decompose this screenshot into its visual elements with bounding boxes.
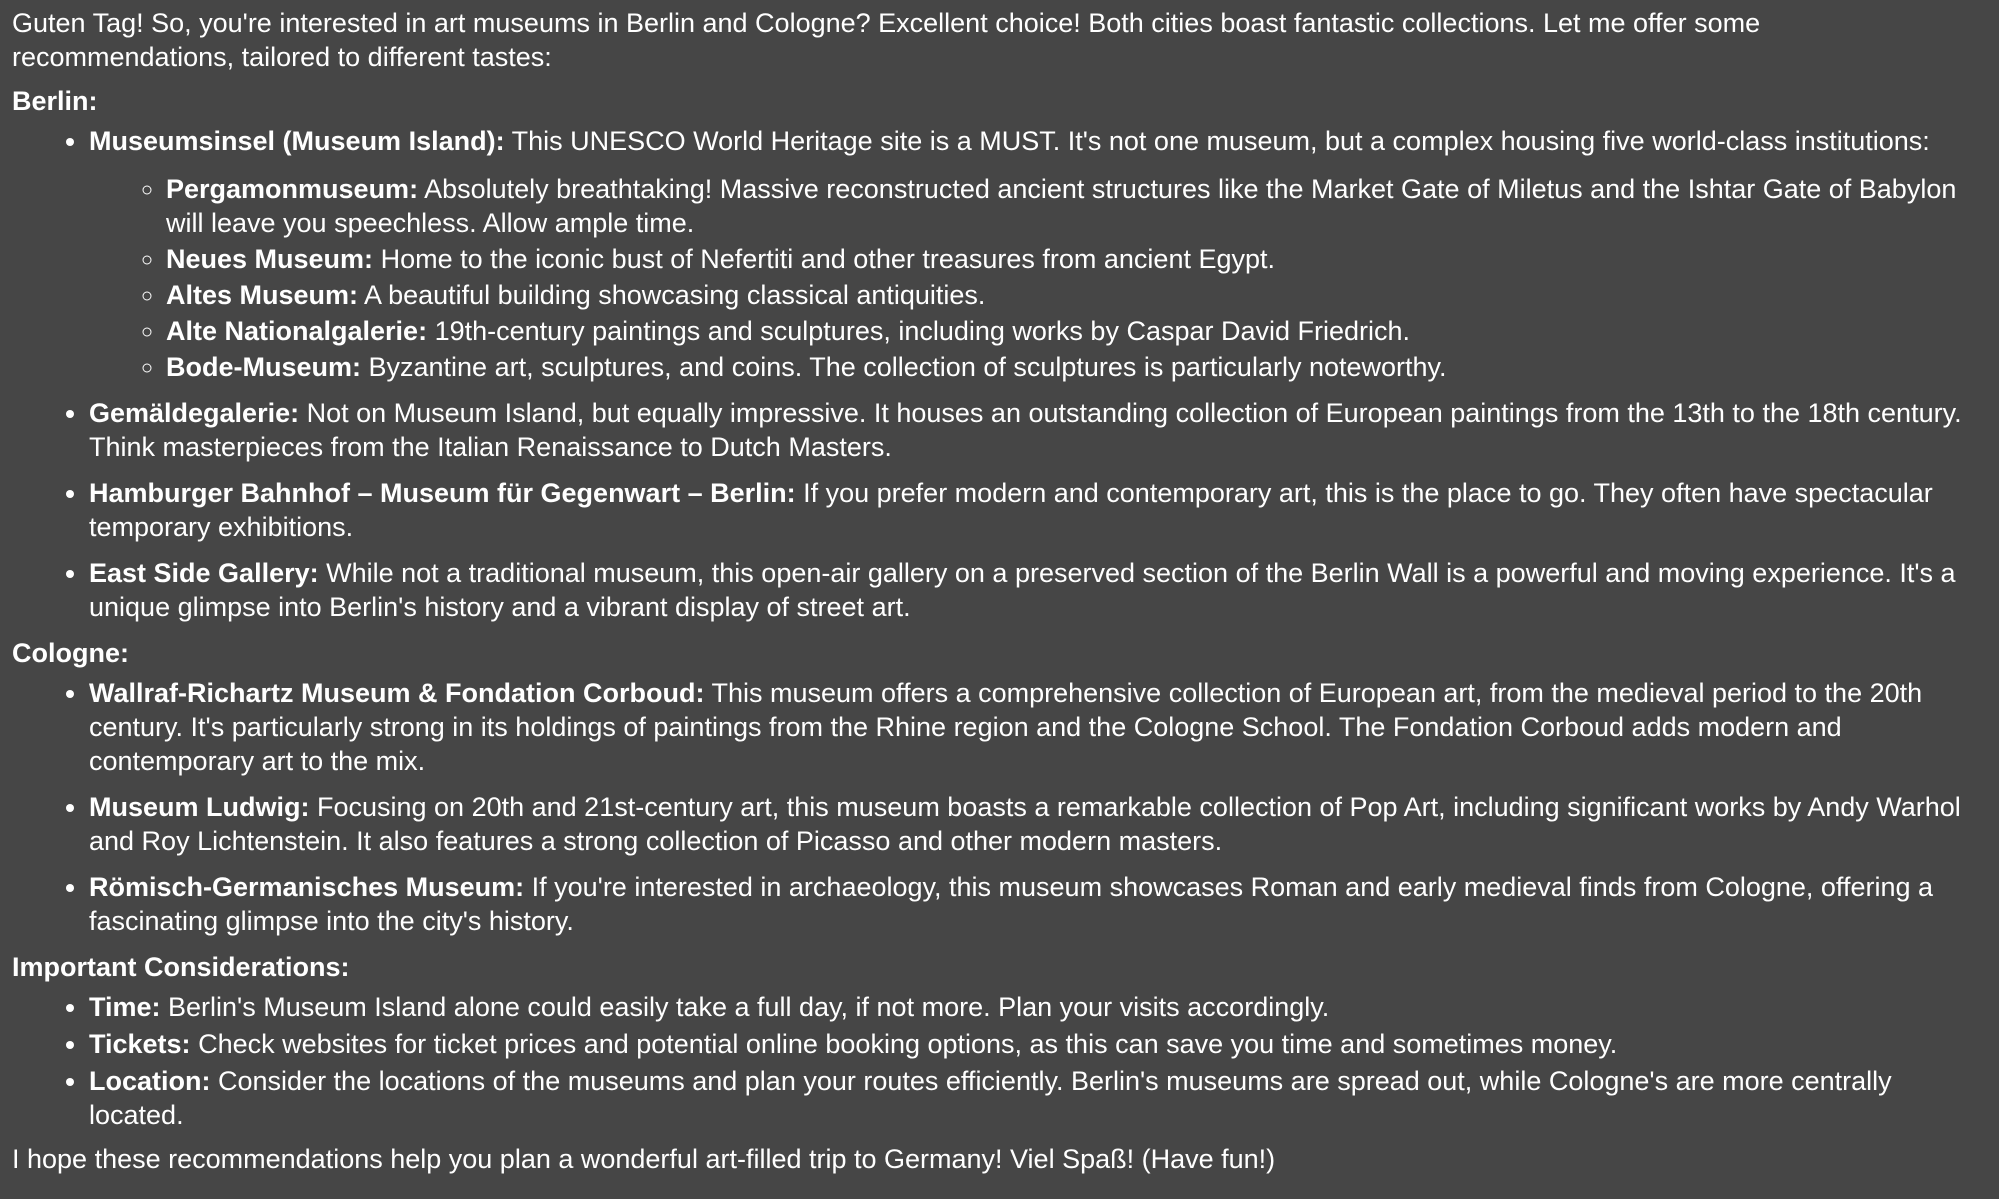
list-item [89, 1064, 1963, 1132]
item-text: Focusing on 20th and 21st-century art, this museum boasts a remarkable collection of Pop Art, including significant works by Andy Warhol and Roy Lichtenstein. It also features a strong collection of Picasso and other modern masters. [89, 792, 1961, 856]
item-title: Bode-Museum: [166, 352, 361, 382]
item-title: Time: [89, 992, 161, 1022]
museum-island-sublist [89, 172, 1963, 384]
item-text: Consider the locations of the museums and plan your routes efficiently. Berlin's museums are spread out, while Cologne's are more centrally located. [89, 1066, 1892, 1130]
list-item [89, 396, 1963, 464]
item-title: Gemäldegalerie: [89, 398, 300, 428]
item-text: 19th-century paintings and sculptures, including works by Caspar David Friedrich. [427, 316, 1411, 346]
sub-list-item [166, 172, 1963, 240]
section-heading-berlin: Berlin: [12, 86, 98, 116]
item-text: Berlin's Museum Island alone could easily take a full day, if not more. Plan your visits accordingly. [160, 992, 1330, 1022]
sub-list-item [166, 242, 1963, 276]
cologne-list [12, 676, 1963, 938]
item-text: While not a traditional museum, this open-air gallery on a preserved section of the Berlin Wall is a powerful and moving experience. It's a unique glimpse into Berlin's history and a vibrant display of street art. [89, 558, 1956, 622]
list-item [89, 556, 1963, 624]
item-text: Byzantine art, sculptures, and coins. The collection of sculptures is particularly noteworthy. [361, 352, 1447, 382]
list-item [89, 870, 1963, 938]
item-text: This UNESCO World Heritage site is a MUST. It's not one museum, but a complex housing five world-class institutions: [504, 126, 1930, 156]
item-title: Tickets: [89, 1029, 191, 1059]
item-text: Home to the iconic bust of Nefertiti and other treasures from ancient Egypt. [373, 244, 1276, 274]
item-title: Wallraf-Richartz Museum & Fondation Corboud: [89, 678, 705, 708]
item-text: Absolutely breathtaking! Massive reconstructed ancient structures like the Market Gate of Miletus and the Ishtar Gate of Babylon will leave you speechless. Allow ample time. [166, 174, 1957, 238]
sub-list-item [166, 278, 1963, 312]
item-text: A beautiful building showcasing classical antiquities. [358, 280, 986, 310]
berlin-list [12, 124, 1963, 624]
item-title: Pergamonmuseum: [166, 174, 419, 204]
item-title: Neues Museum: [166, 244, 374, 274]
list-item [89, 1027, 1963, 1061]
item-text: If you prefer modern and contemporary art, this is the place to go. They often have spectacular temporary exhibitions. [89, 478, 1933, 542]
sub-list-item [166, 350, 1963, 384]
list-item [89, 676, 1963, 778]
section-heading-considerations: Important Considerations: [12, 952, 350, 982]
item-title: Römisch-Germanisches Museum: [89, 872, 525, 902]
item-text: If you're interested in archaeology, this museum showcases Roman and early medieval finds from Cologne, offering a fascinating glimpse into the city's history. [89, 872, 1934, 936]
list-item [89, 790, 1963, 858]
item-text: This museum offers a comprehensive collection of European art, from the medieval period to the 20th century. It's particularly strong in its holdings of paintings from the Rhine region and the Cologne School. The Fondation Corboud adds modern and contemporary art to the mix. [89, 678, 1923, 776]
section-heading-cologne: Cologne: [12, 638, 129, 668]
list-item [89, 990, 1963, 1024]
list-item [89, 124, 1963, 384]
item-title: Location: [89, 1066, 211, 1096]
outro-paragraph: I hope these recommendations help you plan a wonderful art-filled trip to Germany! Viel Spaß! (Have fun!) [12, 1144, 1276, 1174]
list-item [89, 476, 1963, 544]
item-title: Museumsinsel (Museum Island): [89, 126, 505, 156]
item-title: Alte Nationalgalerie: [166, 316, 428, 346]
item-title: Hamburger Bahnhof – Museum für Gegenwart – Berlin: [89, 478, 796, 508]
considerations-list [12, 990, 1963, 1132]
item-title: Museum Ludwig: [89, 792, 310, 822]
item-text: Not on Museum Island, but equally impressive. It houses an outstanding collection of European paintings from the 13th to the 18th century. Think masterpieces from the Italian Renaissance to Dutch Masters. [89, 398, 1962, 462]
item-title: East Side Gallery: [89, 558, 319, 588]
sub-list-item [166, 314, 1963, 348]
item-title: Altes Museum: [166, 280, 359, 310]
intro-paragraph: Guten Tag! So, you're interested in art museums in Berlin and Cologne? Excellent choice! Both cities boast fantastic collections. Let me offer some recommendations, tailored to different tastes: [12, 8, 1761, 72]
item-text: Check websites for ticket prices and potential online booking options, as this can save you time and sometimes money. [190, 1029, 1618, 1059]
